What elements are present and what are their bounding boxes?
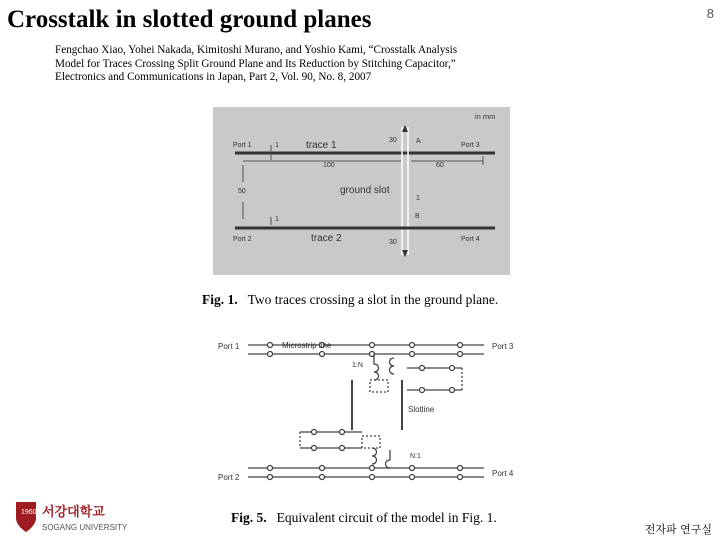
- dim-1-slot: 1: [416, 195, 420, 202]
- microstrip-label: Microstrip line: [282, 341, 332, 350]
- fig1-caption: [202, 292, 498, 308]
- trace2-label: trace 2: [311, 233, 342, 244]
- fig1-port1: Port 1: [233, 142, 252, 149]
- fig5-diagram: [212, 320, 524, 516]
- footer-lab-name: 전자파 연구실: [644, 523, 712, 536]
- dim-50: 50: [238, 188, 246, 195]
- slotline-label: Slotline: [408, 405, 435, 414]
- dim-60: 60: [436, 162, 444, 169]
- page-number: 8: [706, 6, 714, 21]
- fig1-port3: Port 3: [461, 142, 480, 149]
- fig1-port4: Port 4: [461, 236, 480, 243]
- dim-1-trace1: 1: [275, 142, 279, 149]
- slot-label: ground slot: [340, 185, 390, 196]
- slide-title: Crosstalk in slotted ground planes: [7, 6, 372, 33]
- unit-label: in mm: [475, 112, 496, 121]
- fig1-caption-text: Two traces crossing a slot in the ground plane.: [247, 292, 499, 307]
- trace1-label: trace 1: [306, 140, 337, 151]
- fig5-caption: [231, 510, 497, 526]
- fig1-port2: Port 2: [233, 236, 252, 243]
- point-a: A: [416, 138, 421, 145]
- citation-text: Fengchao Xiao, Yohei Nakada, Kimitoshi Murano, and Yoshio Kami, “Crosstalk Analysis Model for Traces Crossing Split Ground Plane and Its Reduction by Stitching Capacitor,” Electronics and Communications in Japan, Part 2, Vol. 90, No. 8, 2007: [55, 44, 458, 84]
- ratio-top: 1:N: [352, 362, 363, 369]
- fig5-port1: Port 1: [218, 342, 240, 351]
- sogang-logo: [14, 500, 154, 534]
- logo-korean: 서강대학교: [42, 504, 105, 519]
- logo-english: SOGANG UNIVERSITY: [42, 523, 128, 532]
- dim-30-top: 30: [389, 137, 397, 144]
- dim-30-bottom: 30: [389, 239, 397, 246]
- fig1-diagram: [213, 107, 510, 275]
- shield-icon: [16, 502, 36, 532]
- svg-text:1960: 1960: [21, 509, 37, 516]
- fig5-port4: Port 4: [492, 469, 514, 478]
- fig5-caption-text: Equivalent circuit of the model in Fig. 1.: [276, 510, 497, 525]
- ratio-bottom: N:1: [410, 453, 421, 460]
- dim-100: 100: [323, 162, 335, 169]
- dim-1-trace2: 1: [275, 216, 279, 223]
- fig5-caption-label: Fig. 5.: [231, 510, 267, 525]
- fig5-port3: Port 3: [492, 342, 514, 351]
- fig5-port2: Port 2: [218, 473, 240, 482]
- point-b: B: [415, 213, 420, 220]
- fig1-caption-label: Fig. 1.: [202, 292, 238, 307]
